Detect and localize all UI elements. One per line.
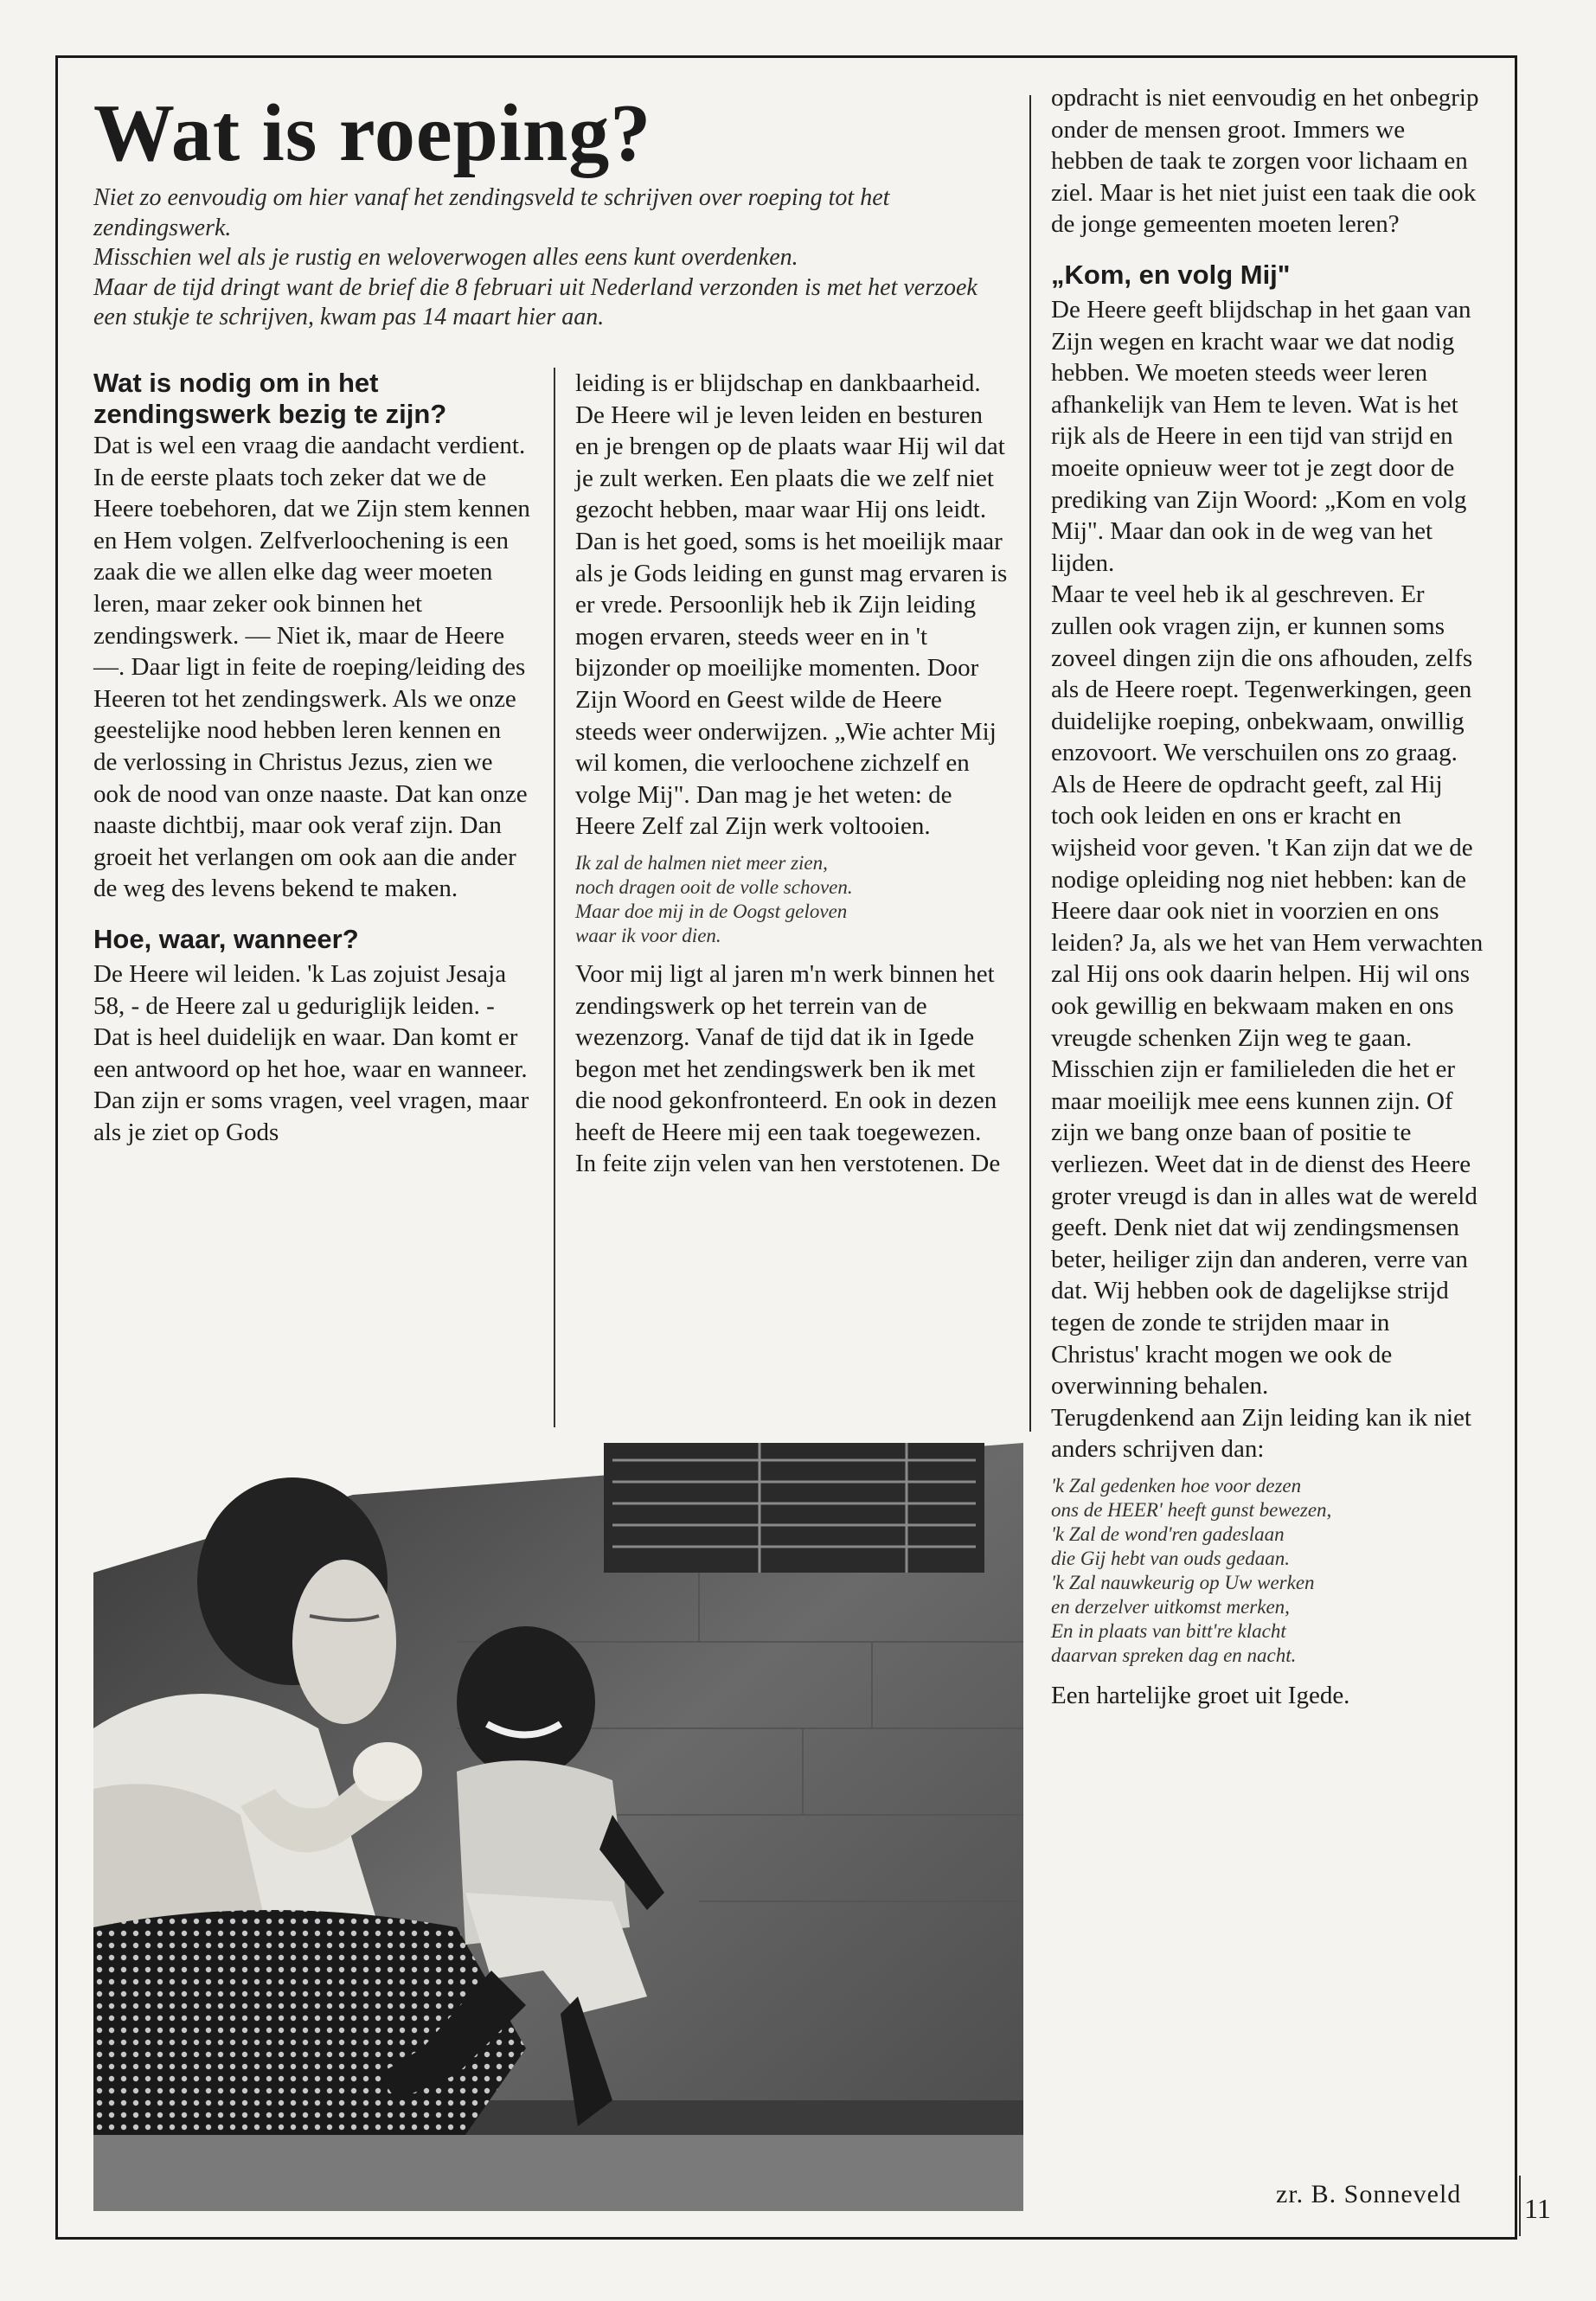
article-intro xyxy=(93,183,993,333)
poem-line: En in plaats van bitt're klacht xyxy=(1051,1619,1286,1642)
poem-line: Maar doe mij in de Oogst geloven xyxy=(575,900,848,922)
paragraph: Dan zijn er soms vragen, veel vragen, maar als je ziet op Gods xyxy=(93,1086,529,1146)
poem-line: die Gij hebt van ouds gedaan. xyxy=(1051,1547,1290,1569)
intro-line: Niet zo eenvoudig om hier vanaf het zendingsveld te schrijven over roeping tot het zendingswerk. xyxy=(93,184,890,241)
paragraph: Maar te veel heb ik al geschreven. Er zullen ook vragen zijn, er kunnen soms zoveel dingen zijn die ons afhouden, zelfs als de Heere roept. Tegenwerkingen, geen duidelijke roeping, onbekwaam, onwillig enzovoort. We verschuilen ons zo graag. xyxy=(1051,580,1473,767)
article-title: Wat is roeping? xyxy=(93,88,652,178)
column-2 xyxy=(575,368,1008,1180)
poem-line: 'k Zal de wond'ren gadeslaan xyxy=(1051,1522,1285,1545)
subheading-how-where-when: Hoe, waar, wanneer? xyxy=(93,923,359,954)
poem-line: en derzelver uitkomst merken, xyxy=(1051,1595,1290,1618)
paragraph: Als de Heere de opdracht geeft, zal Hij toch ook leiden en ons er kracht en wijsheid voor geven. 't Kan zijn dat we de nodige opleiding nog niet hebben: kan de Heere daar ook niet in voorzien en ons leiden? Ja, als we het van Hem verwachten zal Hij ons ook daarin helpen. Hij wil ons ook gewillig en bekwaam maken en ons vreugde schenken Zijn weg te gaan. xyxy=(1051,770,1484,1052)
column-divider-middle xyxy=(554,368,555,1427)
intro-line: Maar de tijd dringt want de brief die 8 februari uit Nederland verzonden is met het verzoek een stukje te schrijven, kwam pas 14 maart hier aan. xyxy=(93,273,977,330)
poem-line: noch dragen ooit de volle schoven. xyxy=(575,875,853,898)
closing-greeting: Een hartelijke groet uit Igede. xyxy=(1051,1681,1350,1709)
intro-line: Misschien wel als je rustig en weloverwogen alles eens kunt overdenken. xyxy=(93,244,798,271)
page-number-divider xyxy=(1519,2176,1521,2236)
paragraph: De Heere wil leiden. 'k Las zojuist Jesaja 58, - de Heere zal u geduriglijk leiden. - Dat is heel duidelijk en waar. Dan komt er een antwoord op het hoe, waar en wanneer. xyxy=(93,959,528,1083)
author-signature: zr. B. Sonneveld xyxy=(1276,2180,1462,2208)
paragraph: Terugdenkend aan Zijn leiding kan ik niet anders schrijven dan: xyxy=(1051,1403,1471,1464)
poem-line: ons de HEER' heeft gunst bewezen, xyxy=(1051,1498,1332,1521)
poem-line: 'k Zal gedenken hoe voor dezen xyxy=(1051,1474,1302,1497)
paragraph: De Heere geeft blijdschap in het gaan van Zijn wegen en kracht waar we dat nodig hebben. We moeten steeds weer leren afhankelijk van Hem te leven. Wat is het rijk als de Heere in een tijd van strijd en moeite opnieuw weer tot je zegt door de prediking van Zijn Woord: „Kom en volg Mij". Maar dan ook in de weg van het lijden. xyxy=(1051,295,1471,577)
column-1 xyxy=(93,368,530,1148)
paragraph: Dat is wel een vraag die aandacht verdient. In de eerste plaats toch zeker dat we de Heere toebehoren, dat we Zijn stem kennen en Hem volgen. Zelfverloochening is een zaak die we allen elke dag weer moeten leren, maar zeker ook binnen het zendingswerk. — Niet ik, maar de Heere —. Daar ligt in feite de roeping/leiding des Heeren tot het zendingswerk. Als we onze geestelijke nood hebben leren kennen en de verlossing in Christus Jezus, zien we ook de nood van onze naaste. Dat kan onze naaste dichtbij, maar ook veraf zijn. Dan groeit het verlangen om ook aan die ander de weg des levens bekend te maken. xyxy=(93,432,530,903)
psalm-quote xyxy=(1051,1474,1484,1668)
subheading-what-is-needed: Wat is nodig om in het zendingswerk bezig te zijn? xyxy=(93,368,447,429)
poem-line: Ik zal de halmen niet meer zien, xyxy=(575,851,828,874)
page-number: 11 xyxy=(1524,2193,1551,2224)
column-divider-right xyxy=(1029,95,1031,1432)
poem-line: waar ik voor dien. xyxy=(575,924,721,946)
photograph-woman-with-child xyxy=(93,1443,1023,2211)
paragraph: Voor mij ligt al jaren m'n werk binnen het zendingswerk op het terrein van de wezenzorg. Vanaf de tijd dat ik in Igede begon met het zendingswerk ben ik met die nood gekonfronteerd. En ook in dezen heeft de Heere mij een taak toegewezen. In feite zijn velen van hen verstotenen. De xyxy=(575,959,1001,1178)
paragraph: opdracht is niet eenvoudig en het onbegrip onder de mensen groot. Immers we hebben de taak te zorgen voor lichaam en ziel. Maar is het niet juist een taak die ook de jonge gemeenten moeten leren? xyxy=(1051,84,1479,239)
paragraph: leiding is er blijdschap en dankbaarheid. De Heere wil je leven leiden en besturen en je brengen op de plaats waar Hij wil dat je zult werken. Een plaats die we zelf niet gezocht hebben, maar waar Hij ons leidt. Dan is het goed, soms is het moeilijk maar als je Gods leiding en gunst mag ervaren is er vrede. Persoonlijk heb ik Zijn leiding mogen ervaren, steeds weer en in 't bijzonder op moeilijke momenten. Door Zijn Woord en Geest wilde de Heere steeds weer onderwijzen. „Wie achter Mij wil komen, die verloochene zichzelf en volge Mij". Dan mag je het weten: de Heere Zelf zal Zijn werk voltooien. xyxy=(575,369,1008,841)
poem-line: 'k Zal nauwkeurig op Uw werken xyxy=(1051,1571,1315,1593)
photo-image xyxy=(93,1443,1023,2211)
poem-quote xyxy=(575,851,1008,948)
column-3 xyxy=(1051,82,1484,1712)
subheading-come-follow-me: „Kom, en volg Mij" xyxy=(1051,259,1291,290)
paragraph: Misschien zijn er familieleden die het er maar moeilijk mee eens kunnen zijn. Of zijn we bang onze baan of positie te verliezen. Weet dat in de dienst des Heere groter vreugd is dan in alles wat de wereld geeft. Denk niet dat wij zendingsmensen beter, heiliger zijn dan anderen, verre van dat. Wij hebben ook de dagelijkse strijd tegen de zonde te strijden maar in Christus' kracht mogen we ook de overwinning behalen. xyxy=(1051,1055,1477,1400)
poem-line: daarvan spreken dag en nacht. xyxy=(1051,1644,1297,1666)
